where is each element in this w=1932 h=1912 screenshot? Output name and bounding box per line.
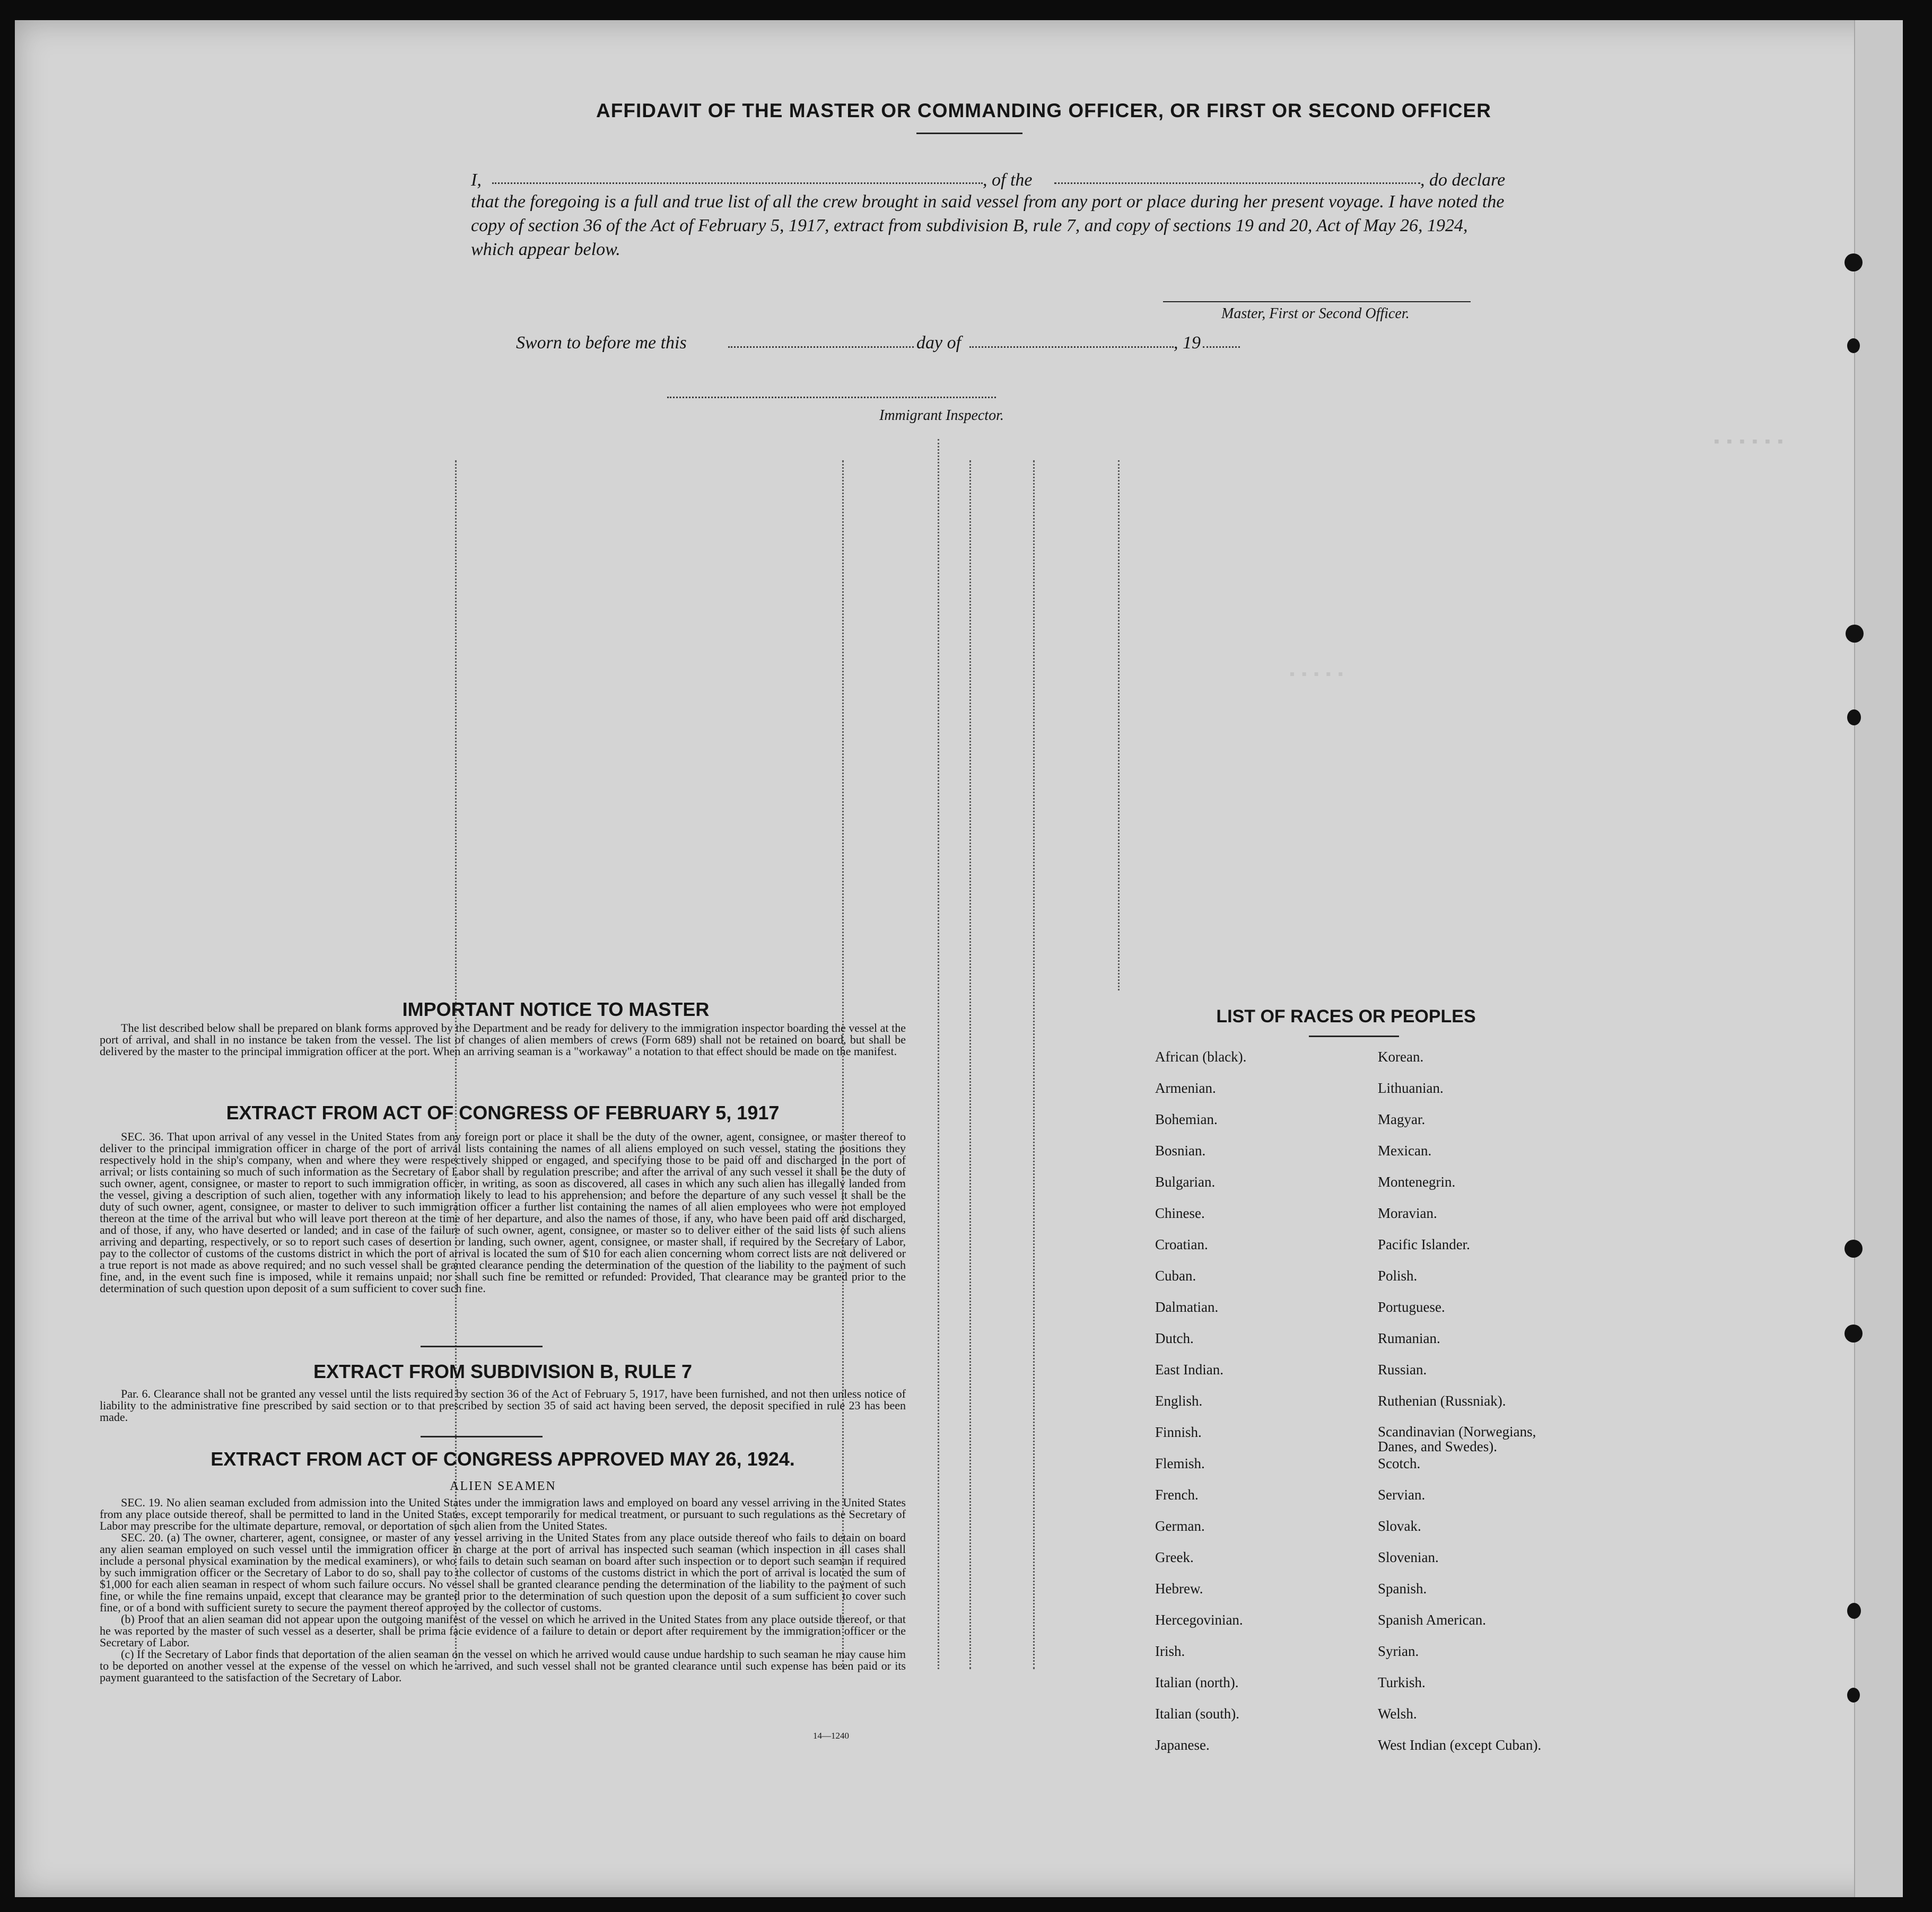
punch-hole <box>1847 709 1861 725</box>
race-item: Rumanian. <box>1378 1330 1440 1346</box>
race-item: Hebrew. <box>1155 1581 1203 1597</box>
master-signature-label: Master, First or Second Officer. <box>1221 305 1410 322</box>
race-item: Italian (north). <box>1155 1674 1239 1690</box>
affidavit-of-the: , of the <box>983 170 1033 190</box>
race-item: Ruthenian (Russniak). <box>1378 1393 1506 1409</box>
affidavit-i-label: I, <box>471 170 482 190</box>
notice-title: IMPORTANT NOTICE TO MASTER <box>402 998 710 1020</box>
act-1924-text <box>100 1497 906 1683</box>
page-edge <box>1854 20 1903 1897</box>
race-item: East Indian. <box>1155 1362 1223 1378</box>
rule-7-paragraph: Par. 6. Clearance shall not be granted any vessel until the lists required by section 36 of the Act of February 5, 1917, have been furnished, and not then unless notice of liability to the administrative fine prescribed by said section or to that prescribed by section 35 of said act having been served, the deposit specified in rule 23 has been made. <box>100 1387 906 1424</box>
form-number: 14—1240 <box>813 1731 849 1741</box>
race-item: Pacific Islander. <box>1378 1236 1470 1252</box>
year-label: , 19 <box>1174 333 1201 353</box>
race-item: Slovak. <box>1378 1518 1421 1534</box>
rule-7-title: EXTRACT FROM SUBDIVISION B, RULE 7 <box>313 1361 693 1382</box>
rule-7-text <box>100 1388 906 1423</box>
race-item: Syrian. <box>1378 1643 1419 1659</box>
races-title: LIST OF RACES OR PEOPLES <box>1216 1006 1476 1027</box>
race-item: Cuban. <box>1155 1268 1196 1284</box>
sworn-day-field[interactable] <box>728 346 914 348</box>
inspector-label: Immigrant Inspector. <box>879 407 1004 424</box>
race-item: Croatian. <box>1155 1236 1208 1252</box>
race-item: Russian. <box>1378 1362 1427 1378</box>
notice-paragraph: The list described below shall be prepared on blank forms approved by the Department and be ready for delivery to the immigration inspector boarding the vessel at the port of arrival, and shall in no instance be taken from the vessel. The list of changes of alien members of crews (Form 689) shall not be retained on board, but shall be delivered by the master to the principal immigration officer at the port. When an arriving seaman is a "workaway" a notation to that effect should be made on the manifest. <box>100 1021 906 1058</box>
race-item: Servian. <box>1378 1487 1426 1503</box>
affidavit-title: AFFIDAVIT OF THE MASTER OR COMMANDING OFFICER, OR FIRST OR SECOND OFFICER <box>596 100 1491 121</box>
race-item: Slovenian. <box>1378 1549 1439 1565</box>
race-item: Mexican. <box>1378 1143 1432 1159</box>
punch-hole <box>1847 1688 1860 1703</box>
bleed-through: ▪▪▪▪▪▪ <box>1712 434 1789 452</box>
section-20c-paragraph: (c) If the Secretary of Labor finds that deportation of the alien seaman on the vessel on which he arrived would cause undue hardship to such seaman he may cause him to be deported on another vessel at the expense of the vessel on which he arrived, and such vessel shall not be granted clearance until such expense has been paid or its payment guaranteed to the satisfaction of the Secretary of Labor. <box>100 1647 906 1684</box>
act-1924-title: EXTRACT FROM ACT OF CONGRESS APPROVED MAY 26, 1924. <box>211 1448 795 1470</box>
race-item: Polish. <box>1378 1268 1418 1284</box>
column-line <box>969 460 971 1669</box>
notice-text <box>100 1022 906 1057</box>
column-line <box>938 439 939 1669</box>
race-item: Armenian. <box>1155 1080 1216 1096</box>
race-item: Bosnian. <box>1155 1143 1206 1159</box>
vessel-field[interactable] <box>1054 182 1420 184</box>
section-rule <box>421 1346 543 1347</box>
race-item: Spanish. <box>1378 1581 1427 1597</box>
document-sheet <box>15 20 1903 1897</box>
act-1917-text <box>100 1131 906 1294</box>
bleed-through: ▪▪▪▪▪ <box>1288 667 1349 683</box>
section-20a-paragraph: SEC. 20. (a) The owner, charterer, agent, consignee, or master of any vessel arriving in the United States from any place outside thereof who fails to detain on board any alien seaman employed on such vessel until the immigration officer in charge at the port of arrival has inspected such seaman (which inspection in all cases shall include a personal physical examination by the medical examiners), or who fails to detain such seaman on board after such inspection or to deport such seaman if required by such immigration officer or the Secretary of Labor to do so, shall pay to the collector of customs of the customs district in which the port of arrival is located the sum of $1,000 for each alien seaman in respect of whom such failure occurs. No vessel shall be granted clearance pending the determination of the liability to the payment of such fine, or while the fine remains unpaid, except that clearance may be granted prior to the determination of such question upon the deposit of a sum sufficient to cover such fine, or of a bond with sufficient surety to secure the payment thereof approved by the collector of customs. <box>100 1531 906 1614</box>
race-item: African (black). <box>1155 1049 1247 1065</box>
section-36-paragraph: SEC. 36. That upon arrival of any vessel in the United States from any foreign port or place it shall be the duty of the owner, agent, consignee, or master thereof to deliver to the principal immigration officer in charge of the port of arrival lists containing the names of all aliens employed on such vessel, stating the positions they respectively hold in the ship's company, when and where they were respectively shipped or engaged, and specifying those to be paid off and discharged in the port of arrival; or lists containing so much of such information as the Secretary of Labor shall by regulation prescribe; and after the arrival of any such vessel it shall be the duty of such owner, agent, consignee, or master to report to such immigration officer, in writing, as soon as discovered, all cases in which any such alien has illegally landed from the vessel, giving a description of such alien, together with any information likely to lead to his apprehension; and before the departure of any such vessel it shall be the duty of such owner, agent, consignee, or master to deliver to such immigration officer a further list containing the names of all alien employees who were not employed thereon at the time of the arrival but who will leave port thereon at the time of her departure, and also the names of those, if any, who have been paid off and discharged, and of those, if any, who have deserted or landed; and in case of the failure of such owner, agent, consignee, or master so to deliver either of the said lists of such aliens arriving and departing, respectively, or so to report such cases of desertion or landing, such owner, agent, consignee, or master shall, if required by the Secretary of Labor, pay to the collector of customs of the customs district in which the port of arrival is located the sum of $10 for each alien concerning whom correct lists are not delivered or a true report is not made as above required; and no such vessel shall be granted clearance pending the determination of the question of the liability to the payment of such fine, and, in the event such fine is imposed, while it remains unpaid; nor shall such fine be remitted or refunded: Provided, That clearance may be granted prior to the determination of such question upon deposit of a sum sufficient to cover such fine. <box>100 1130 906 1295</box>
race-item: Japanese. <box>1155 1737 1210 1753</box>
column-line <box>842 460 844 1669</box>
race-item: German. <box>1155 1518 1205 1534</box>
race-item: Italian (south). <box>1155 1706 1239 1722</box>
punch-hole <box>1846 625 1864 643</box>
race-item: Greek. <box>1155 1549 1194 1565</box>
punch-hole <box>1847 338 1860 353</box>
alien-seamen-subtitle: ALIEN SEAMEN <box>450 1479 556 1493</box>
column-line <box>1118 460 1120 990</box>
race-item: Dalmatian. <box>1155 1299 1219 1315</box>
race-item: Montenegrin. <box>1378 1174 1456 1190</box>
race-item: Magyar. <box>1378 1111 1426 1127</box>
punch-hole <box>1847 1603 1861 1619</box>
race-item: Flemish. <box>1155 1455 1205 1471</box>
race-item: Turkish. <box>1378 1674 1426 1690</box>
race-item: English. <box>1155 1393 1203 1409</box>
punch-hole <box>1844 1240 1863 1258</box>
race-item: Bohemian. <box>1155 1111 1218 1127</box>
signature-line[interactable] <box>1163 301 1471 302</box>
section-rule <box>421 1436 543 1437</box>
sworn-year-field[interactable] <box>1203 346 1240 348</box>
column-line <box>1033 460 1035 1669</box>
race-item: Chinese. <box>1155 1205 1205 1221</box>
race-item: Spanish American. <box>1378 1612 1486 1628</box>
day-of-label: day of <box>916 333 961 353</box>
race-item: West Indian (except Cuban). <box>1378 1737 1542 1753</box>
race-item: Korean. <box>1378 1049 1424 1065</box>
race-item: Moravian. <box>1378 1205 1437 1221</box>
race-item: French. <box>1155 1487 1199 1503</box>
inspector-signature-line[interactable] <box>667 397 996 398</box>
punch-hole <box>1844 253 1863 271</box>
title-rule <box>916 133 1022 134</box>
affidavit-body: that the foregoing is a full and true list of all the crew brought in said vessel from any port or place during her present voyage. I have noted the copy of section 36 of the Act of February 5, 1917, extract from subdivision B, rule 7, and copy of sections 19 and 20, Act of May 26, 1924, which appear below. <box>471 192 1505 259</box>
punch-hole <box>1844 1325 1863 1343</box>
section-20b-paragraph: (b) Proof that an alien seaman did not appear upon the outgoing manifest of the vessel on which he arrived in the United States from any place outside thereof, or that he was reported by the master of such vessel as a deserter, shall be prima facie evidence of a failure to detain or deport after requirement by the immigration officer or the Secretary of Labor. <box>100 1612 906 1649</box>
race-item: Hercegovinian. <box>1155 1612 1243 1628</box>
section-19-paragraph: SEC. 19. No alien seaman excluded from admission into the United States under the immigration laws and employed on board any vessel arriving in the United States from any place outside thereof, shall be permitted to land in the United States, except temporarily for medical treatment, or pursuant to such regulations as the Secretary of Labor may prescribe for the ultimate departure, removal, or deportation of such alien from the United States. <box>100 1496 906 1532</box>
race-item: Portuguese. <box>1378 1299 1445 1315</box>
sworn-month-field[interactable] <box>969 346 1174 348</box>
race-item: Welsh. <box>1378 1706 1417 1722</box>
race-item: Finnish. <box>1155 1424 1202 1440</box>
sworn-label: Sworn to before me this <box>516 333 687 353</box>
race-item: Bulgarian. <box>1155 1174 1216 1190</box>
races-title-rule <box>1309 1036 1399 1037</box>
act-1917-title: EXTRACT FROM ACT OF CONGRESS OF FEBRUARY 5, 1917 <box>226 1102 780 1124</box>
affidavit-do-declare: , do declare <box>1420 170 1506 190</box>
race-item: Scandinavian (Norwegians, Danes, and Swedes). <box>1378 1424 1536 1454</box>
race-item: Scotch. <box>1378 1455 1421 1471</box>
race-item: Irish. <box>1155 1643 1185 1659</box>
race-item: Dutch. <box>1155 1330 1194 1346</box>
race-item: Lithuanian. <box>1378 1080 1444 1096</box>
name-field[interactable] <box>492 182 983 184</box>
